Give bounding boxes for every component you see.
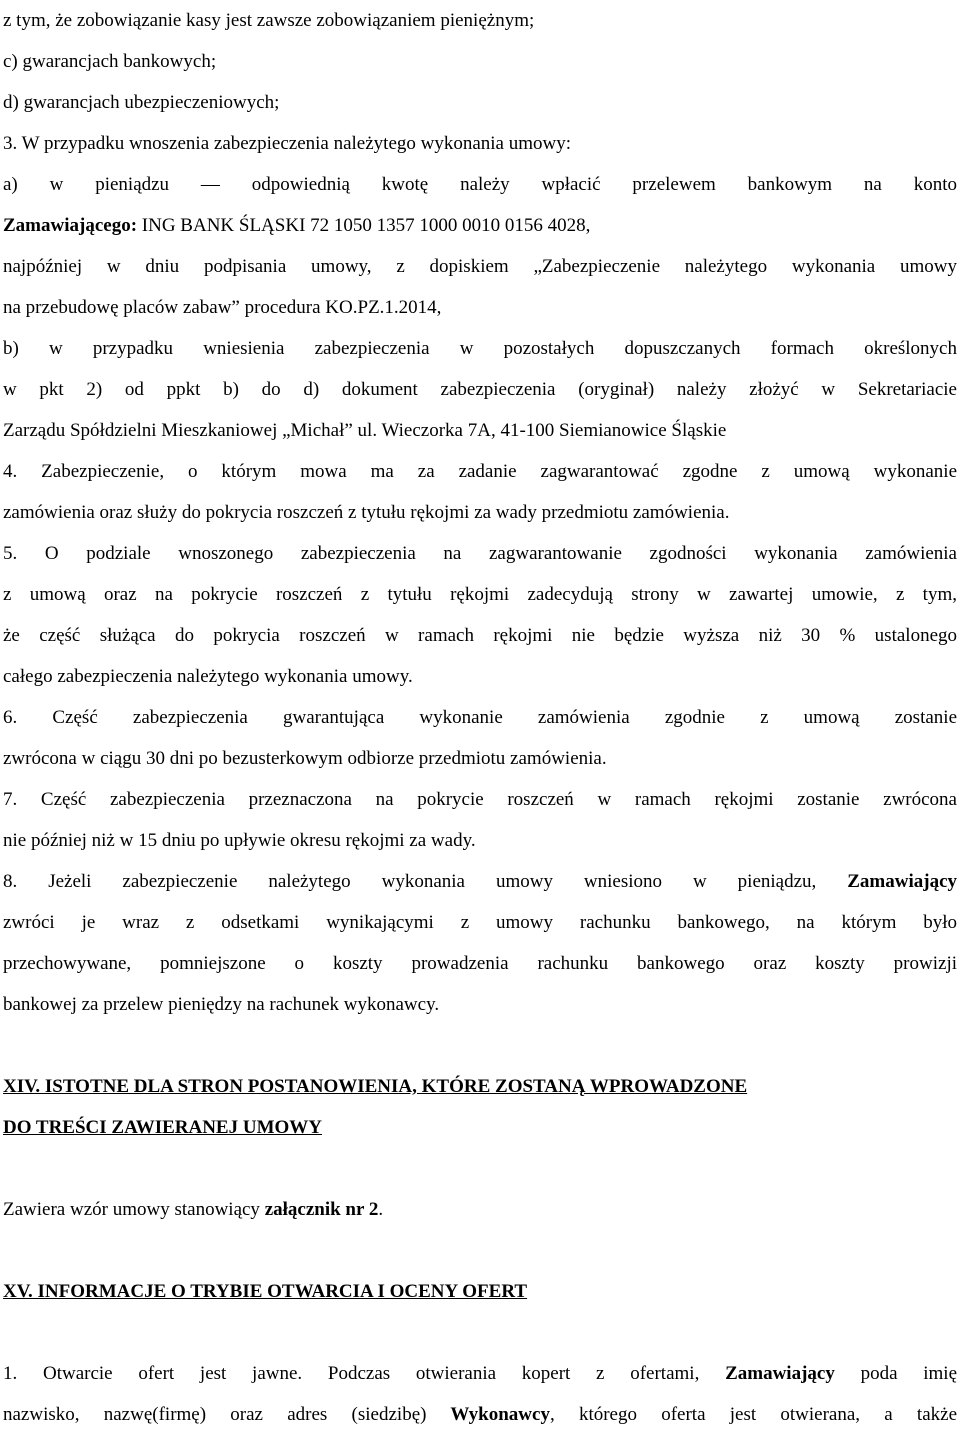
text-span: zwróci je wraz z odsetkami wynikającymi z umowy rachunku bankowego, na którym było (3, 912, 957, 933)
text-line (3, 410, 957, 451)
text-line (3, 861, 957, 902)
bold-span: Zamawiający (816, 871, 957, 892)
text-line (3, 738, 957, 779)
heading-span: XV. INFORMACJE O TRYBIE OTWARCIA I OCENY OFERT (3, 1281, 528, 1302)
text-line (3, 164, 957, 205)
text-span: Zawiera wzór umowy stanowiący (3, 1199, 265, 1220)
text-span: 7. Część zabezpieczenia przeznaczona na pokrycie roszczeń w ramach rękojmi zostanie zwrócona (3, 789, 957, 810)
text-span: 6. Część zabezpieczenia gwarantująca wykonanie zamówienia zgodnie z umową zostanie (3, 707, 957, 728)
text-span: , którego oferta jest otwierana, a także (549, 1404, 957, 1425)
section-heading (3, 1066, 957, 1107)
text-line (3, 615, 957, 656)
text-line (3, 779, 957, 820)
text-line (3, 820, 957, 861)
text-span: 8. Jeżeli zabezpieczenie należytego wykonania umowy wniesiono w pieniądzu, (3, 871, 817, 892)
text-line (3, 328, 957, 369)
text-line (3, 902, 957, 943)
text-line (3, 287, 957, 328)
text-line (3, 533, 957, 574)
heading-span: XIV. ISTOTNE DLA STRON POSTANOWIENIA, KTÓRE ZOSTANĄ WPROWADZONE (3, 1076, 748, 1097)
bold-span: Zamawiający (699, 1363, 835, 1384)
text-span: . (378, 1199, 384, 1220)
text-span: zwrócona w ciągu 30 dni po bezusterkowym odbiorze przedmiotu zamówienia. (3, 748, 607, 769)
text-line (3, 1189, 957, 1230)
text-span: poda imię (834, 1363, 957, 1384)
text-line (3, 123, 957, 164)
section-heading (3, 1107, 957, 1148)
text-line (3, 1394, 957, 1435)
blank-line (3, 1312, 957, 1353)
heading-span: DO TREŚCI ZAWIERANEJ UMOWY (3, 1117, 323, 1138)
text-line (3, 574, 957, 615)
text-span: 3. W przypadku wnoszenia zabezpieczenia należytego wykonania umowy: (3, 133, 572, 154)
text-line (3, 0, 957, 41)
text-line (3, 369, 957, 410)
text-line (3, 656, 957, 697)
text-span: 4. Zabezpieczenie, o którym mowa ma za zadanie zagwarantować zgodne z umową wykonanie (3, 461, 957, 482)
text-span: bankowej za przelew pieniędzy na rachunek wykonawcy. (3, 994, 440, 1015)
blank-line (3, 1230, 957, 1271)
bold-span: Wykonawcy (426, 1404, 550, 1425)
text-line (3, 451, 957, 492)
document-page (3, 0, 957, 1435)
text-span: że część służąca do pokrycia roszczeń w ramach rękojmi nie będzie wyższa niż 30 % ustalonego (3, 625, 957, 646)
text-span: ING BANK ŚLĄSKI 72 1050 1357 1000 0010 0156 4028, (137, 215, 591, 236)
text-span: z umową oraz na pokrycie roszczeń z tytułu rękojmi zadecydują strony w zawartej umowie, z tym, (3, 584, 957, 605)
text-span: a) w pieniądzu — odpowiednią kwotę należy wpłacić przelewem bankowym na konto (3, 174, 957, 195)
bold-span: Zamawiającego: (3, 215, 138, 236)
text-span: 5. O podziale wnoszonego zabezpieczenia na zagwarantowanie zgodności wykonania zamówienia (3, 543, 957, 564)
text-span: zamówienia oraz służy do pokrycia roszczeń z tytułu rękojmi za wady przedmiotu zamówienia. (3, 502, 730, 523)
text-line (3, 246, 957, 287)
text-line (3, 492, 957, 533)
text-span: w pkt 2) od ppkt b) do d) dokument zabezpieczenia (oryginał) należy złożyć w Sekretariacie (3, 379, 957, 400)
text-span: d) gwarancjach ubezpieczeniowych; (3, 92, 280, 113)
text-line (3, 984, 957, 1025)
section-heading (3, 1271, 957, 1312)
text-span: c) gwarancjach bankowych; (3, 51, 217, 72)
blank-line (3, 1148, 957, 1189)
text-span: na przebudowę placów zabaw” procedura KO.PZ.1.2014, (3, 297, 442, 318)
text-span: Zarządu Spółdzielni Mieszkaniowej „Michał” ul. Wieczorka 7A, 41-100 Siemianowice Śląskie (3, 420, 727, 441)
text-line (3, 82, 957, 123)
text-span: 1. Otwarcie ofert jest jawne. Podczas otwierania kopert z ofertami, (3, 1363, 700, 1384)
text-span: nazwisko, nazwę(firmę) oraz adres (siedzibę) (3, 1404, 427, 1425)
text-span: najpóźniej w dniu podpisania umowy, z dopiskiem „Zabezpieczenie należytego wykonania umowy (3, 256, 957, 277)
text-line (3, 205, 957, 246)
text-span: b) w przypadku wniesienia zabezpieczenia w pozostałych dopuszczanych formach określonych (3, 338, 957, 359)
text-line (3, 943, 957, 984)
text-span: nie później niż w 15 dniu po upływie okresu rękojmi za wady. (3, 830, 476, 851)
bold-span: załącznik nr 2 (264, 1199, 379, 1220)
text-line (3, 41, 957, 82)
text-span: z tym, że zobowiązanie kasy jest zawsze zobowiązaniem pieniężnym; (3, 10, 535, 31)
text-span: całego zabezpieczenia należytego wykonania umowy. (3, 666, 413, 687)
text-line (3, 1353, 957, 1394)
text-span: przechowywane, pomniejszone o koszty prowadzenia rachunku bankowego oraz koszty prowizji (3, 953, 957, 974)
text-line (3, 697, 957, 738)
blank-line (3, 1025, 957, 1066)
